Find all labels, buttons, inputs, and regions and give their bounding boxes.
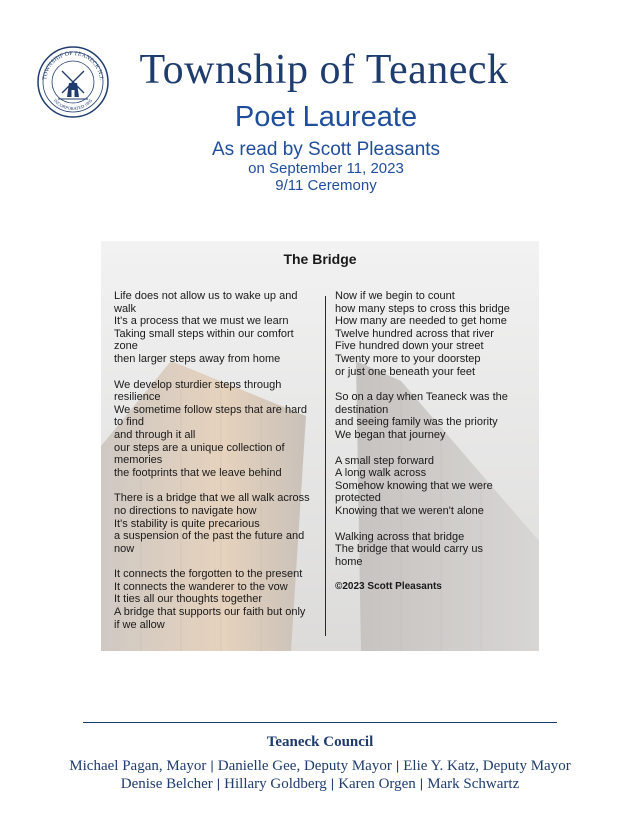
poem-line: Somehow knowing that we were [335,479,493,492]
poem-line: and seeing family was the priority [335,416,498,429]
poem-line: A small step forward [335,454,435,467]
footer-divider [83,722,557,723]
poem-line: home [335,555,363,568]
poem-line: We began that journey [335,428,446,441]
council-member-name: Mark Schwartz [427,776,520,792]
poem-line: now [114,542,135,555]
event-name: 9/11 Ceremony [275,177,377,194]
poem-line: memories [114,454,163,467]
council-members-line-1 [0,758,640,775]
poem-line: then larger steps away from home [114,352,281,365]
poem-line: How many are needed to get home [335,315,507,328]
page-subtitle: Poet Laureate [234,101,418,133]
poem-line: how many steps to cross this bridge [335,302,510,315]
poem-line: walk [114,302,137,315]
svg-text:INCORPORATED 1895: INCORPORATED 1895 [52,98,94,112]
poem-line: Walking across that bridge [335,530,465,543]
poem-line: no directions to navigate how [114,504,257,517]
poem-line: Now if we begin to count [335,290,455,302]
svg-text:TOWNSHIP OF TEANECK N.J.: TOWNSHIP OF TEANECK N.J. [42,50,104,81]
poem-line: and through it all [114,428,196,441]
poem-stanza [114,290,322,366]
poem-line: So on a day when Teaneck was the [335,391,508,404]
poem-line: Twenty more to your doorstep [335,352,481,365]
poem-stanza [335,391,531,441]
poem-line: It connects the wanderer to the vow [114,580,288,593]
poem-panel [101,241,539,651]
poem-line: the footprints that we leave behind [114,466,282,479]
name-separator: | [395,758,400,773]
poem-line: if we allow [114,618,165,631]
poem-line: A bridge that supports our faith but only [114,606,306,619]
poem-line: We sometime follow steps that are hard [114,403,307,416]
council-title: Teaneck Council [266,734,374,750]
poem-line: Five hundred down your street [335,340,484,353]
poem-line: Twelve hundred across that river [335,327,494,340]
name-separator: | [216,776,221,791]
reading-date: on September 11, 2023 [248,160,404,177]
poem-line: We develop sturdier steps through [114,378,282,391]
poem-right-column [335,290,531,594]
poem-line: It's a process that we must we learn [114,315,289,328]
poem-line: resilience [114,391,161,404]
poem-stanza [114,492,322,555]
council-member-name: Karen Orgen [338,776,416,792]
column-divider [325,296,326,636]
poem-stanza [114,568,322,631]
poem-stanza [335,531,531,569]
poem-left-column [114,290,322,644]
poem-line: destination [335,403,389,416]
poem-stanza [114,379,322,480]
poem-line: It ties all our thoughts together [114,593,262,606]
council-member-name: Denise Belcher [120,776,213,792]
poem-title: The Bridge [283,251,357,267]
poem-line: It connects the forgotten to the present [114,568,303,581]
name-separator: | [419,776,424,791]
poem-line: A long walk across [335,467,427,480]
poem-copyright: ©2023 Scott Pleasants [335,581,442,593]
name-separator: | [210,758,214,773]
council-member-name: Michael Pagan, Mayor [69,758,207,774]
poem-line: our steps are a unique collection of [114,441,285,454]
poem-line: or just one beneath your feet [335,365,476,378]
poem-line: Life does not allow us to wake up and [114,290,298,302]
poem-line: Knowing that we weren't alone [335,504,484,517]
township-seal-logo [36,45,110,119]
page-title: Township of Teaneck [139,47,509,93]
poem-line: zone [114,340,138,353]
poem-line: Taking small steps within our comfort [114,327,294,340]
name-separator: | [330,776,335,791]
poem-line: a suspension of the past the future and [114,530,305,543]
poem-line: protected [335,492,381,505]
poem-line: to find [114,416,144,429]
poem-stanza [335,455,531,518]
council-members-line-2 [0,776,640,793]
council-member-name: Danielle Gee, Deputy Mayor [217,758,392,774]
poem-line: The bridge that would carry us [335,543,483,556]
poem-stanza [335,290,531,378]
council-member-name: Hillary Goldberg [224,776,327,792]
poem-line: It's stability is quite precarious [114,517,260,530]
poem-line: There is a bridge that we all walk across [114,492,310,505]
reader-credit: As read by Scott Pleasants [211,139,441,160]
council-member-name: Elie Y. Katz, Deputy Mayor [403,758,571,774]
